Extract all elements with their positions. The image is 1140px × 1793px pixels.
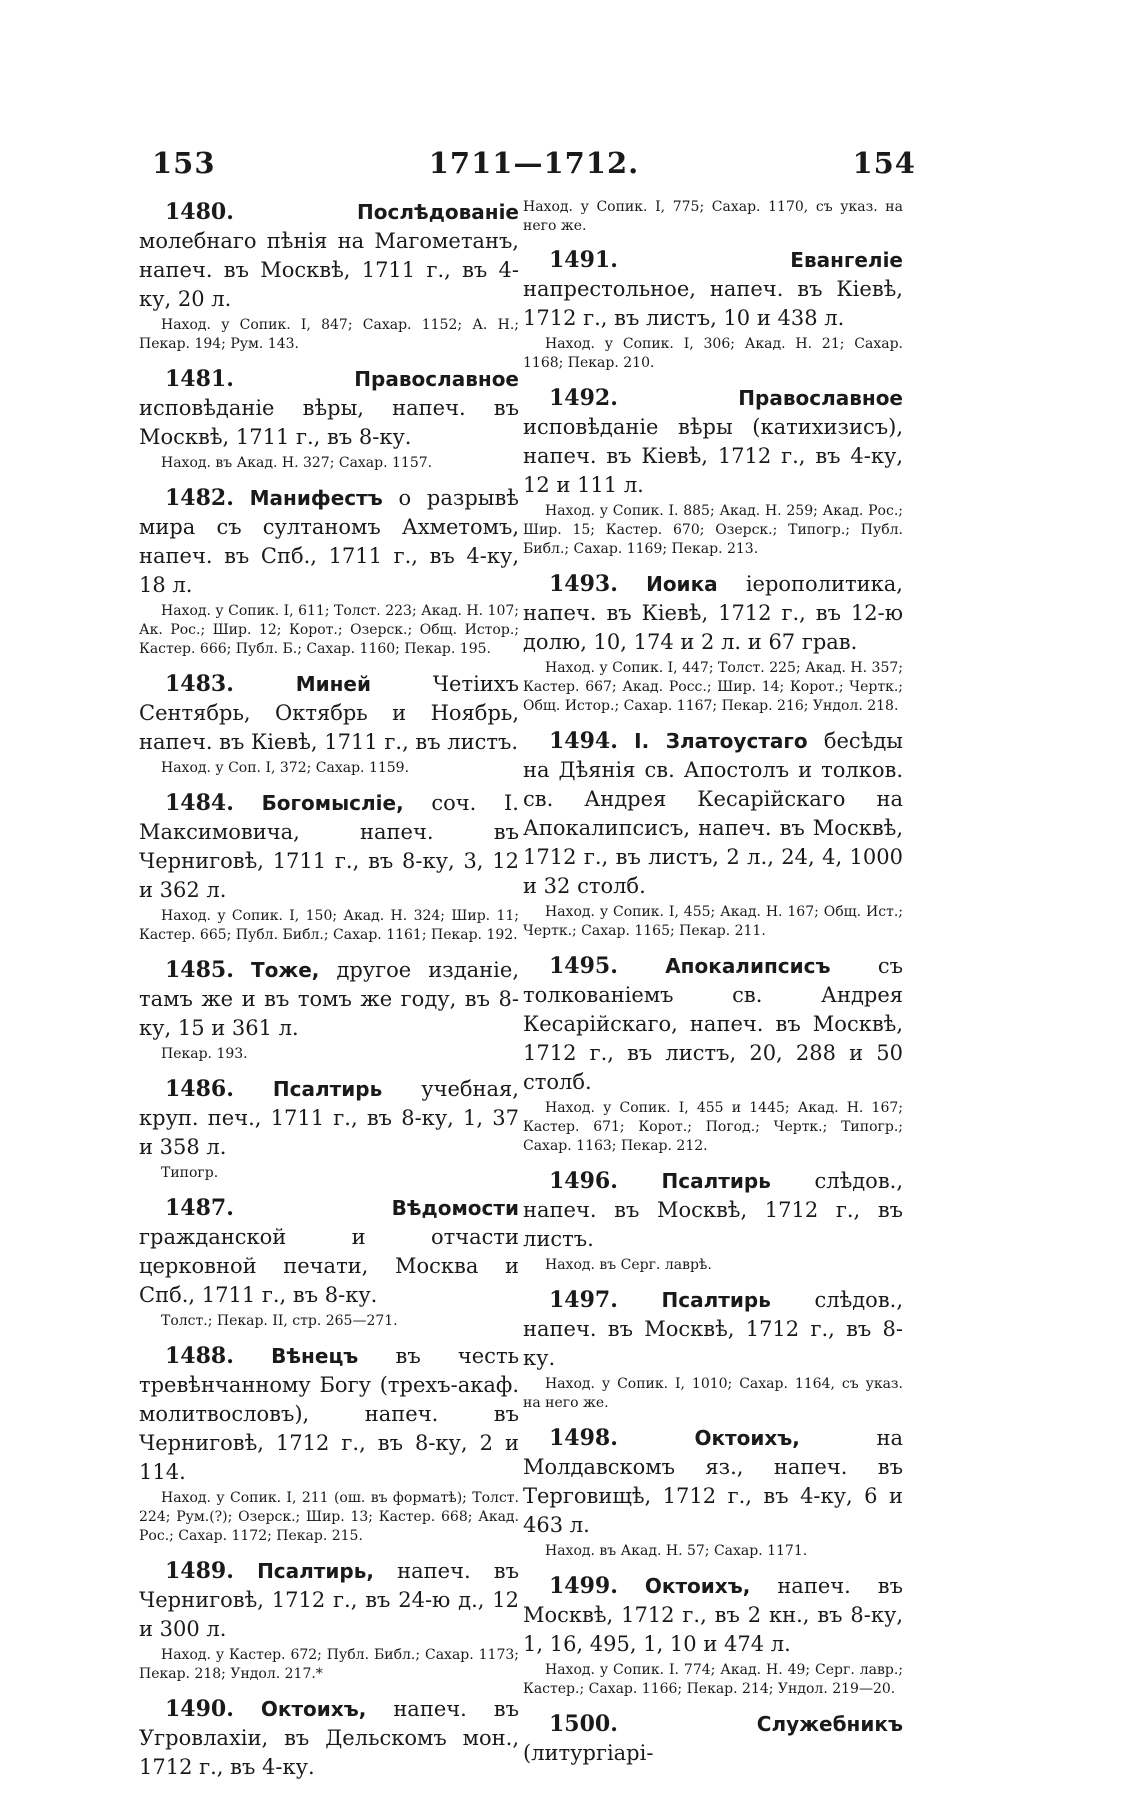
entry-description <box>139 1557 519 1644</box>
entry-references: Наход. у Сопик. I, 306; Акад. Н. 21; Сахар. 1168; Пекар. 210. <box>523 336 903 371</box>
right-column <box>523 198 903 1779</box>
entry-number: 1488. <box>165 1343 234 1369</box>
catalog-entry <box>523 1424 903 1561</box>
entry-title: Миней <box>295 672 371 696</box>
entry-description <box>139 1695 519 1782</box>
header-years: 1711—1712. <box>428 146 640 180</box>
entry-title: Апокалипсисъ <box>665 954 831 978</box>
entry-references: Наход. въ Серг. лаврѣ. <box>545 1257 712 1273</box>
entry-description <box>523 246 903 333</box>
entry-text: учебная, круп. печ., 1711 г., въ 8-ку, 1, 37 и 358 л. <box>139 1077 519 1159</box>
running-header <box>152 146 916 182</box>
entry-number: 1485. <box>165 957 234 983</box>
entry-references: Наход. у Сопик. I, 455 и 1445; Акад. Н. 167; Кастер. 671; Корот.; Погод.; Чертк.; Типогр.; Сахар. 1163; Пекар. 212. <box>523 1100 903 1154</box>
entry-title: Октоихъ, <box>260 1697 367 1721</box>
entry-title: Псалтирь <box>661 1288 771 1312</box>
catalog-entry <box>523 1286 903 1413</box>
entry-references: Наход. у Сопик. I, 775; Сахар. 1170, съ указ. на него же. <box>523 199 903 234</box>
catalog-entry <box>523 384 903 559</box>
entry-title: Псалтирь <box>272 1077 383 1101</box>
catalog-entry <box>139 1075 519 1183</box>
entry-title: I. Златоустаго <box>634 729 808 753</box>
entry-number: 1500. <box>549 1711 618 1737</box>
entry-description <box>139 789 519 905</box>
catalog-entry <box>523 246 903 373</box>
entry-number: 1487. <box>165 1195 234 1221</box>
continuation-refs <box>523 198 903 236</box>
catalog-entry <box>139 670 519 778</box>
entry-references: Наход. у Сопик. I, 611; Толст. 223; Акад. Н. 107; Ак. Рос.; Шир. 12; Корот.; Озерск.; Общ. Истор.; Кастер. 666; Публ. Б.; Сахар. 1160; Пекар. 195. <box>139 603 519 657</box>
catalog-entry <box>523 727 903 941</box>
entry-text: напрестольное, напеч. въ Кіевѣ, 1712 г., въ листъ, 10 и 438 л. <box>523 277 903 330</box>
entry-title: Православное <box>354 367 519 391</box>
entry-description <box>523 1572 903 1659</box>
entry-number: 1498. <box>549 1425 618 1451</box>
entry-text: напеч. въ Москвѣ, 1712 г., въ 2 кн., въ 8-ку, 1, 16, 495, 1, 10 и 474 л. <box>523 1574 903 1656</box>
entry-text: молебнаго пѣнія на Магометанъ, напеч. въ Москвѣ, 1711 г., въ 4-ку, 20 л. <box>139 229 519 311</box>
entry-title: Богомысліе, <box>261 791 404 815</box>
entry-number: 1480. <box>165 199 234 225</box>
catalog-entry <box>139 198 519 354</box>
entry-description <box>139 1194 519 1310</box>
catalog-entry <box>523 1167 903 1275</box>
entry-number: 1482. <box>165 485 234 511</box>
entry-references: Наход. у Сопик. I, 847; Сахар. 1152; А. Н.; Пекар. 194; Рум. 143. <box>139 317 519 352</box>
left-column <box>139 198 519 1793</box>
catalog-entry <box>139 956 519 1064</box>
entry-text: о разрывѣ мира съ султаномъ Ахметомъ, напеч. въ Спб., 1711 г., въ 4-ку, 18 л. <box>139 486 519 597</box>
entry-number: 1481. <box>165 366 234 392</box>
entry-description <box>523 1286 903 1373</box>
entry-references: Наход. у Сопик. I, 447; Толст. 225; Акад. Н. 357; Кастер. 667; Акад. Росс.; Шир. 14; Корот.; Чертк.; Общ. Истор.; Сахар. 1167; Пекар. 216; Ундол. 218. <box>523 660 903 714</box>
entry-title: Тоже, <box>250 958 320 982</box>
entry-description <box>523 384 903 500</box>
entry-references: Наход. у Сопик. I. 885; Акад. Н. 259; Акад. Рос.; Шир. 15; Кастер. 670; Озерск.; Типогр.; Публ. Библ.; Сахар. 1169; Пекар. 213. <box>523 503 903 557</box>
entry-references: Наход. у Сопик. I. 774; Акад. Н. 49; Серг. лавр.; Кастер.; Сахар. 1166; Пекар. 214; Ундол. 219—20. <box>523 1662 903 1697</box>
entry-text: исповѣданіе вѣры (катихизисъ), напеч. въ Кіевѣ, 1712 г., въ 4-ку, 12 и 111 л. <box>523 415 903 497</box>
entry-number: 1490. <box>165 1696 234 1722</box>
entry-references: Типогр. <box>161 1165 219 1181</box>
entry-number: 1495. <box>549 953 618 979</box>
left-page-number: 153 <box>152 146 216 180</box>
entry-number: 1496. <box>549 1168 618 1194</box>
entry-title: Октоихъ, <box>694 1426 800 1450</box>
catalog-entry <box>139 1557 519 1684</box>
entry-references: Наход. у Соп. I, 372; Сахар. 1159. <box>161 760 410 776</box>
entry-title: Вѣдомости <box>391 1196 519 1220</box>
catalog-entry <box>523 1710 903 1768</box>
entry-description <box>139 670 519 757</box>
entry-description <box>523 1710 903 1768</box>
entry-number: 1484. <box>165 790 234 816</box>
entry-description <box>523 570 903 657</box>
entry-title: Вѣнецъ <box>271 1344 359 1368</box>
entry-text: съ толкованіемъ св. Андрея Кесарійскаго, напеч. въ Москвѣ, 1712 г., въ листъ, 20, 288 и 50 столб. <box>523 954 903 1094</box>
entry-text: гражданской и отчасти церковной печати, Москва и Спб., 1711 г., въ 8-ку. <box>139 1225 519 1307</box>
entry-text: іерополитика, напеч. въ Кіевѣ, 1712 г., въ 12-ю долю, 10, 174 и 2 л. и 67 грав. <box>523 572 903 654</box>
catalog-entry <box>139 365 519 473</box>
entry-description <box>139 484 519 600</box>
entry-text: бесѣды на Дѣянія св. Апостолъ и толков. св. Андрея Кесарійскаго на Апокалипсисъ, напеч. въ Москвѣ, 1712 г., въ листъ, 2 л., 24, 4, 1000 и 32 столб. <box>523 729 903 898</box>
entry-references: Наход. у Сопик. I, 455; Акад. Н. 167; Общ. Ист.; Чертк.; Сахар. 1165; Пекар. 211. <box>523 904 903 939</box>
entry-number: 1486. <box>165 1076 234 1102</box>
entry-description <box>139 198 519 314</box>
catalog-entry <box>139 484 519 659</box>
entry-text: на Молдавскомъ яз., напеч. въ Терговищѣ, 1712 г., въ 4-ку, 6 и 463 л. <box>523 1426 903 1537</box>
catalog-entry <box>139 1194 519 1331</box>
entry-number: 1497. <box>549 1287 618 1313</box>
entry-number: 1492. <box>549 385 618 411</box>
catalog-entry <box>523 952 903 1156</box>
entry-description <box>523 727 903 901</box>
entry-references: Наход. у Сопик. I, 211 (ош. въ форматѣ); Толст. 224; Рум.(?); Озерск.; Шир. 13; Кастер. 668; Акад. Рос.; Сахар. 1172; Пекар. 215. <box>139 1490 519 1544</box>
entry-references: Наход. у Сопик. I, 1010; Сахар. 1164, съ указ. на него же. <box>523 1376 903 1411</box>
entry-references: Наход. у Кастер. 672; Публ. Библ.; Сахар. 1173; Пекар. 218; Ундол. 217.* <box>139 1647 519 1682</box>
entry-description <box>139 365 519 452</box>
catalog-entry <box>139 1342 519 1546</box>
entry-number: 1499. <box>549 1573 618 1599</box>
entry-title: Октоихъ, <box>644 1574 751 1598</box>
catalog-entry <box>523 570 903 716</box>
entry-title: Псалтирь <box>661 1169 771 1193</box>
entry-description <box>523 1424 903 1540</box>
entry-text: въ честь тревѣнчанному Богу (трехъ-акаф. молитвословъ), напеч. въ Черниговѣ, 1712 г., въ 8-ку, 2 и 114. <box>139 1344 519 1484</box>
entry-description <box>523 952 903 1097</box>
entry-number: 1483. <box>165 671 234 697</box>
entry-description <box>139 1342 519 1487</box>
catalog-entry <box>139 1695 519 1782</box>
entry-number: 1491. <box>549 247 618 273</box>
entry-references: Толст.; Пекар. II, стр. 265—271. <box>161 1313 398 1329</box>
entry-description <box>523 1167 903 1254</box>
entry-references: Пекар. 193. <box>161 1046 248 1062</box>
entry-title: Православное <box>738 386 903 410</box>
entry-text: слѣдов., напеч. въ Москвѣ, 1712 г., въ 8-ку. <box>523 1288 903 1370</box>
entry-references: Наход. въ Акад. Н. 327; Сахар. 1157. <box>161 455 433 471</box>
entry-number: 1493. <box>549 571 618 597</box>
entry-title: Иоика <box>646 572 718 596</box>
entry-text: исповѣданіе вѣры, напеч. въ Москвѣ, 1711 г., въ 8-ку. <box>139 396 519 449</box>
right-page-number: 154 <box>852 146 916 180</box>
entry-references: Наход. въ Акад. Н. 57; Сахар. 1171. <box>545 1543 808 1559</box>
entry-text: напеч. въ Черниговѣ, 1712 г., въ 24-ю д., 12 и 300 л. <box>139 1559 519 1641</box>
entry-text: соч. I. Максимовича, напеч. въ Черниговѣ, 1711 г., въ 8-ку, 3, 12 и 362 л. <box>139 791 519 902</box>
entry-number: 1489. <box>165 1558 234 1584</box>
entry-text: слѣдов., напеч. въ Москвѣ, 1712 г., въ листъ. <box>523 1169 903 1251</box>
entry-description <box>139 956 519 1043</box>
entry-text: другое изданіе, тамъ же и въ томъ же году, въ 8-ку, 15 и 361 л. <box>139 958 519 1040</box>
entry-title: Манифестъ <box>249 486 383 510</box>
entry-description <box>139 1075 519 1162</box>
entry-title: Псалтирь, <box>257 1559 374 1583</box>
catalog-entry <box>523 1572 903 1699</box>
entry-title: Послѣдованіе <box>357 200 519 224</box>
entry-text: (литургіарі- <box>523 1741 654 1765</box>
entry-references: Наход. у Сопик. I, 150; Акад. Н. 324; Шир. 11; Кастер. 665; Публ. Библ.; Сахар. 1161; Пекар. 192. <box>139 908 519 943</box>
catalog-entry <box>139 789 519 945</box>
entry-title: Служебникъ <box>756 1712 903 1736</box>
entry-title: Евангеліе <box>790 248 903 272</box>
entry-number: 1494. <box>549 728 618 754</box>
entry-text: Четіихъ Сентябрь, Октябрь и Ноябрь, напеч. въ Кіевѣ, 1711 г., въ листъ. <box>139 672 519 754</box>
entry-text: напеч. въ Угровлахіи, въ Дельскомъ мон., 1712 г., въ 4-ку. <box>139 1697 519 1779</box>
